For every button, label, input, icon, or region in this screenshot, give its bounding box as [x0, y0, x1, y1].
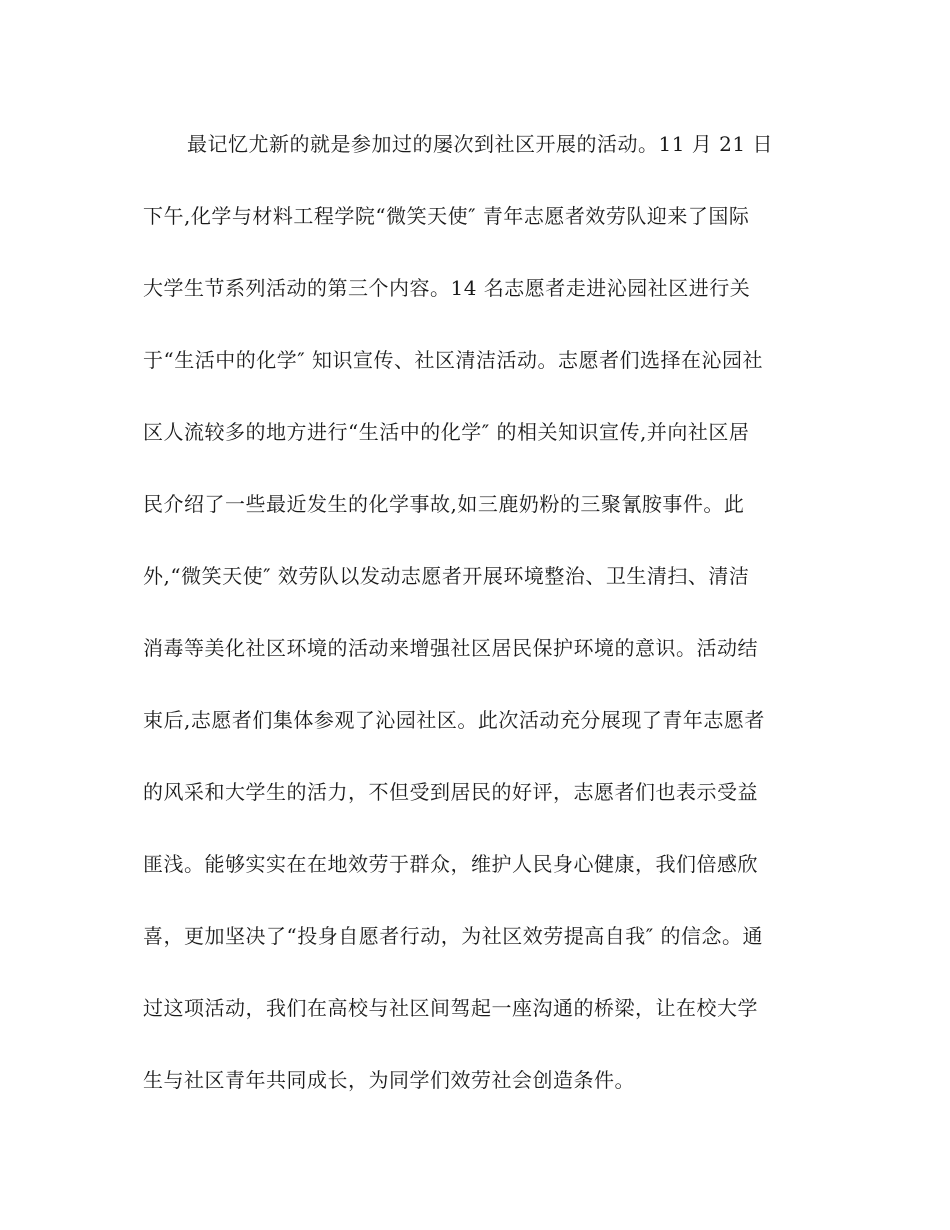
- text-line: 的风采和大学生的活力，不但受到居民的好评，志愿者们也表示受益: [143, 780, 758, 804]
- body-paragraph: [143, 124, 823, 1132]
- text-line: 喜，更加坚决了“投身自愿者行动，为社区效劳提高自我″ 的信念。通: [143, 924, 764, 948]
- text-line: 于“生活中的化学″ 知识宣传、社区清洁活动。志愿者们选择在沁园社: [143, 348, 764, 372]
- text-line: 区人流较多的地方进行“生活中的化学″ 的相关知识宣传,并向社区居: [143, 420, 750, 444]
- text-line: 生与社区青年共同成长，为同学们效劳社会创造条件。: [143, 1068, 635, 1092]
- text-line: 大学生节系列活动的第三个内容。14 名志愿者走进沁园社区进行关: [143, 276, 751, 300]
- text-line: 最记忆尤新的就是参加过的屡次到社区开展的活动。11 月 21 日: [187, 132, 773, 156]
- text-line: 束后,志愿者们集体参观了沁园社区。此次活动充分展现了青年志愿者: [143, 708, 765, 732]
- text-line: 民介绍了一些最近发生的化学事故,如三鹿奶粉的三聚氰胺事件。此: [143, 492, 745, 516]
- text-line: 消毒等美化社区环境的活动来增强社区居民保护环境的意识。活动结: [143, 636, 758, 660]
- text-line: 匪浅。能够实实在在地效劳于群众，维护人民身心健康，我们倍感欣: [143, 852, 758, 876]
- text-line: 外,“微笑天使″ 效劳队以发动志愿者开展环境整治、卫生清扫、清洁: [143, 564, 750, 588]
- text-line: 过这项活动，我们在高校与社区间驾起一座沟通的桥梁，让在校大学: [143, 996, 758, 1020]
- text-line: 下午,化学与材料工程学院“微笑天使″ 青年志愿者效劳队迎来了国际: [143, 204, 750, 228]
